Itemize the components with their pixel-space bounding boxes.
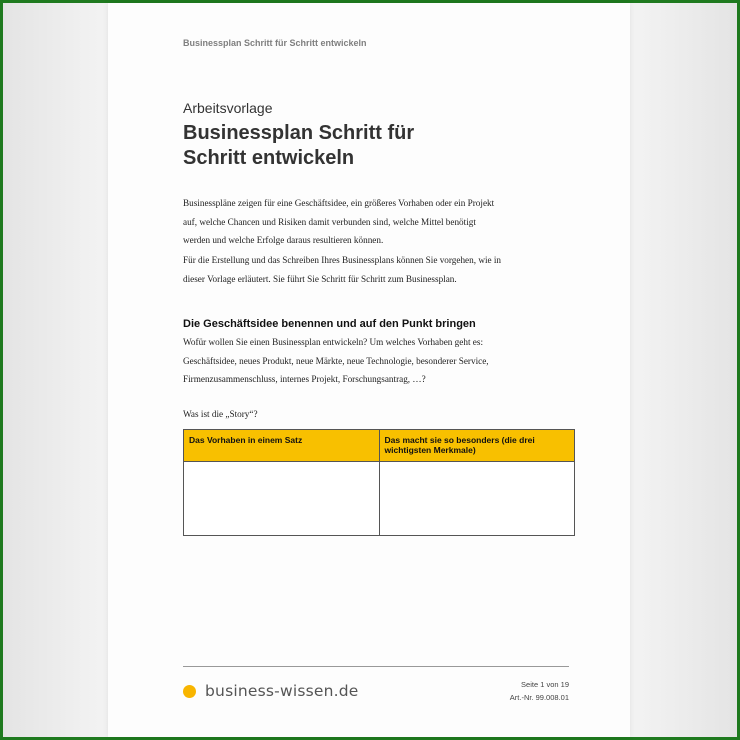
intro-paragraph-1: Businesspläne zeigen für eine Geschäftsidee, ein größeres Vorhaben oder ein Projekt auf, welche Chancen und Risiken damit verbunden sind, welche Mittel benötigt werden und welche Erfolge daraus resultieren können.	[183, 198, 495, 245]
page-number: Seite 1 von 19	[521, 680, 569, 689]
logo-dot-icon	[183, 685, 196, 698]
section-paragraph: Wofür wollen Sie einen Businessplan entwickeln? Um welches Vorhaben geht es: Geschäftsidee, neues Produkt, neue Märkte, neue Technologie, besonderer Service, Firmenzusammenschluss, internes Projekt, Forschungsantrag, …?	[183, 337, 489, 384]
story-question: Was ist die „Story“?	[183, 409, 258, 419]
table-cell-vorhaben[interactable]	[184, 462, 380, 536]
article-number: Art.-Nr. 99.008.01	[509, 693, 569, 702]
title-line-2: Schritt entwickeln	[183, 147, 355, 169]
running-header: Businessplan Schritt für Schritt entwickeln	[183, 38, 367, 48]
intro-paragraph-2: Für die Erstellung und das Schreiben Ihres Businessplans können Sie vorgehen, wie in dieser Vorlage erläutert. Sie führt Sie Schritt für Schritt zum Businessplan.	[183, 255, 502, 284]
table-row	[184, 462, 575, 536]
document-subtitle: Arbeitsvorlage	[183, 100, 273, 116]
title-line-1: Businessplan Schritt für	[183, 122, 415, 144]
footer-divider	[183, 666, 569, 667]
table-header-merkmale: Das macht sie so besonders (die drei wichtigsten Merkmale)	[379, 430, 575, 462]
section-heading: Die Geschäftsidee benennen und auf den Punkt bringen	[183, 318, 476, 330]
document-title	[183, 121, 513, 171]
story-table	[183, 429, 575, 536]
table-cell-merkmale[interactable]	[379, 462, 575, 536]
table-header-row	[184, 430, 575, 462]
page-info	[510, 678, 569, 704]
brand-logo	[183, 682, 359, 700]
logo-text: business-wissen.de	[205, 682, 359, 700]
table-header-vorhaben: Das Vorhaben in einem Satz	[184, 430, 380, 462]
